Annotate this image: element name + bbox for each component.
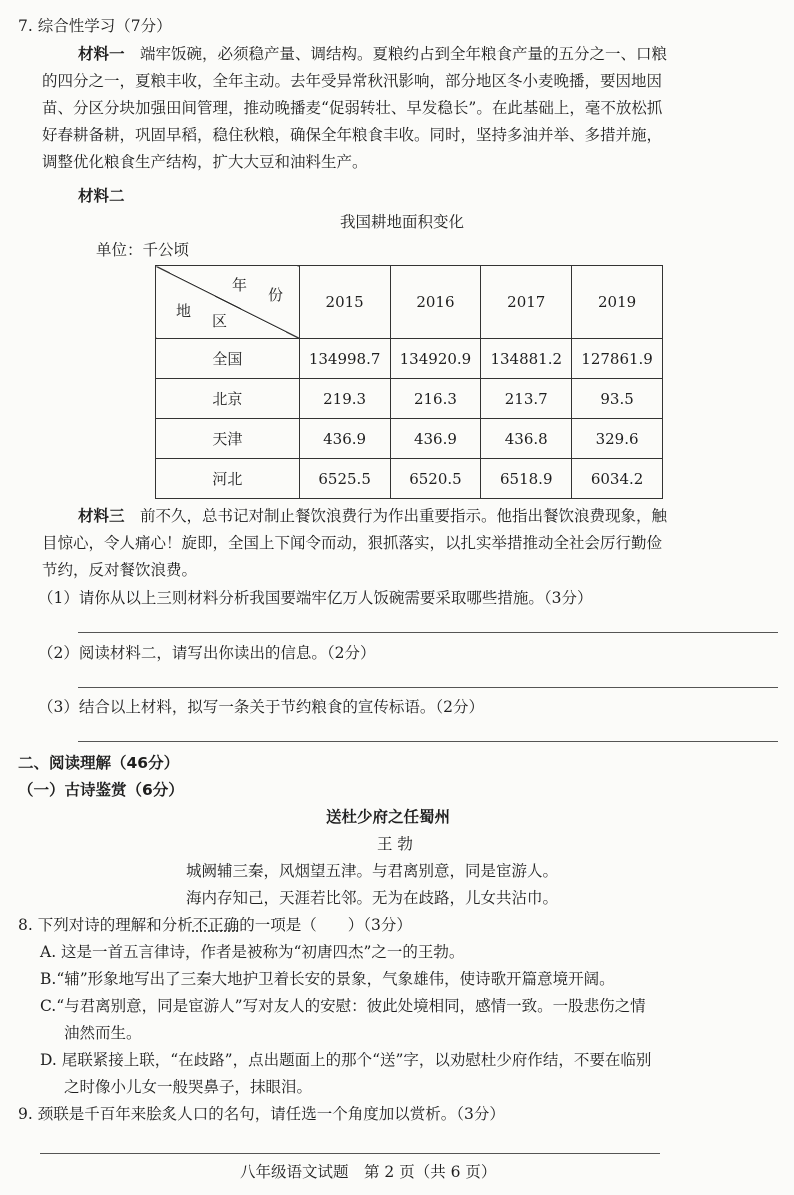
q8-option-d-line-1: D. 尾联紧接上联，“在歧路”，点出题面上的那个“送”字，以劝慰杜少府作结，不要在临别 — [40, 1051, 652, 1069]
poem-line-1: 城阙辅三秦，风烟望五津。与君离别意，同是宦游人。 — [186, 862, 559, 880]
material-one-line-4: 好春耕备耕，巩固早稻，稳住秋粮，确保全年粮食丰收。同时，坚持多油并举、多措并施， — [42, 126, 663, 144]
q7-sub2: （2）阅读材料二，请写出你读出的信息。（2分） — [38, 644, 376, 662]
q8-option-c-line-1: C.“与君离别意，同是宦游人”写对友人的安慰：彼此处境相同，感情一致。一股悲伤之情 — [40, 997, 646, 1015]
material-one-label: 材料一 — [78, 45, 125, 63]
answer-line-2[interactable] — [78, 687, 778, 688]
value-cell: 213.7 — [481, 379, 572, 419]
table-header-row — [156, 266, 663, 339]
q8-stem-post: 的一项是（ ）（3分） — [239, 916, 412, 934]
poem-title: 送杜少府之任蜀州 — [326, 808, 451, 826]
region-cell: 河北 — [156, 459, 300, 499]
q7-sub1: （1）请你从以上三则材料分析我国要端牢亿万人饭碗需要采取哪些措施。（3分） — [38, 589, 593, 607]
value-cell: 6525.5 — [299, 459, 390, 499]
answer-line-3[interactable] — [78, 741, 778, 742]
poem-author: 王 勃 — [377, 835, 413, 853]
value-cell: 93.5 — [572, 379, 663, 419]
region-cell: 全国 — [156, 339, 300, 379]
value-cell: 216.3 — [390, 379, 481, 419]
value-cell: 127861.9 — [572, 339, 663, 379]
header-region-char-2: 区 — [212, 312, 228, 330]
header-region-char-1: 地 — [176, 302, 192, 320]
q8-option-b: B.“辅”形象地写出了三秦大地护卫着长安的景象，气象雄伟，使诗歌开篇意境开阔。 — [40, 970, 615, 988]
year-2015: 2015 — [299, 266, 390, 339]
region-cell: 天津 — [156, 419, 300, 459]
material-two-label: 材料二 — [78, 187, 125, 205]
table-row — [156, 379, 663, 419]
material-three-line-3: 节约，反对餐饮浪费。 — [42, 561, 198, 579]
value-cell: 219.3 — [299, 379, 390, 419]
value-cell: 6520.5 — [390, 459, 481, 499]
header-year-char-1: 年 — [232, 276, 248, 294]
material-one-line-2: 的四分之一，夏粮丰收，全年主动。去年受异常秋汛影响，部分地区冬小麦晚播，要因地因 — [42, 72, 663, 90]
region-cell: 北京 — [156, 379, 300, 419]
q8-stem — [18, 913, 412, 935]
section-two-title: 二、阅读理解（46分） — [18, 754, 180, 772]
material-three — [42, 503, 782, 584]
material-three-line-1: 前不久，总书记对制止餐饮浪费行为作出重要指示。他指出餐饮浪费现象，触 — [140, 507, 668, 525]
answer-line-1[interactable] — [78, 632, 778, 633]
poem-line-2: 海内存知己，天涯若比邻。无为在歧路，儿女共沾巾。 — [186, 889, 559, 907]
material-one-line-1: 端牢饭碗，必须稳产量、调结构。夏粮约占到全年粮食产量的五分之一、口粮 — [140, 45, 668, 63]
year-2017: 2017 — [481, 266, 572, 339]
section-two-part-one: （一）古诗鉴赏（6分） — [18, 781, 184, 799]
value-cell: 134881.2 — [481, 339, 572, 379]
q8-option-d-line-2: 之时像小儿女一般哭鼻子，抹眼泪。 — [64, 1078, 313, 1096]
year-2016: 2016 — [390, 266, 481, 339]
value-cell: 436.8 — [481, 419, 572, 459]
q8-stem-emphasis: 不正确 — [192, 916, 240, 934]
table-caption: 我国耕地面积变化 — [340, 213, 465, 231]
header-year-char-2: 份 — [268, 286, 284, 304]
value-cell: 6518.9 — [481, 459, 572, 499]
table-row — [156, 339, 663, 379]
material-one — [42, 41, 782, 176]
value-cell: 6034.2 — [572, 459, 663, 499]
material-one-line-3: 苗、分区分块加强田间管理，推动晚播麦“促弱转壮、早发稳长”。在此基础上，毫不放松抓 — [42, 99, 663, 117]
footer-page-info: 八年级语文试题 第 2 页（共 6 页） — [240, 1163, 497, 1181]
table-diagonal-header — [156, 266, 300, 339]
q8-stem-pre: 8. 下列对诗的理解和分析 — [18, 916, 193, 934]
value-cell: 436.9 — [390, 419, 481, 459]
farmland-area-table — [155, 265, 663, 499]
q7-title: 7. 综合性学习（7分） — [18, 17, 172, 35]
value-cell: 436.9 — [299, 419, 390, 459]
q9-stem: 9. 颈联是千百年来脍炙人口的名句，请任选一个角度加以赏析。（3分） — [18, 1105, 505, 1123]
footer-rule — [40, 1153, 660, 1154]
value-cell: 329.6 — [572, 419, 663, 459]
material-one-line-5: 调整优化粮食生产结构，扩大大豆和油料生产。 — [42, 153, 368, 171]
table-row — [156, 459, 663, 499]
value-cell: 134920.9 — [390, 339, 481, 379]
table-unit: 单位：千公顷 — [96, 241, 190, 259]
value-cell: 134998.7 — [299, 339, 390, 379]
q8-option-a: A. 这是一首五言律诗，作者是被称为“初唐四杰”之一的王勃。 — [40, 943, 465, 961]
table-row — [156, 419, 663, 459]
year-2019: 2019 — [572, 266, 663, 339]
material-three-label: 材料三 — [78, 507, 125, 525]
q8-option-c-line-2: 油然而生。 — [64, 1024, 142, 1042]
material-three-line-2: 目惊心，令人痛心！旋即，全国上下闻令而动，狠抓落实，以扎实举措推动全社会厉行勤俭 — [42, 534, 663, 552]
q7-sub3: （3）结合以上材料，拟写一条关于节约粮食的宣传标语。（2分） — [38, 698, 484, 716]
